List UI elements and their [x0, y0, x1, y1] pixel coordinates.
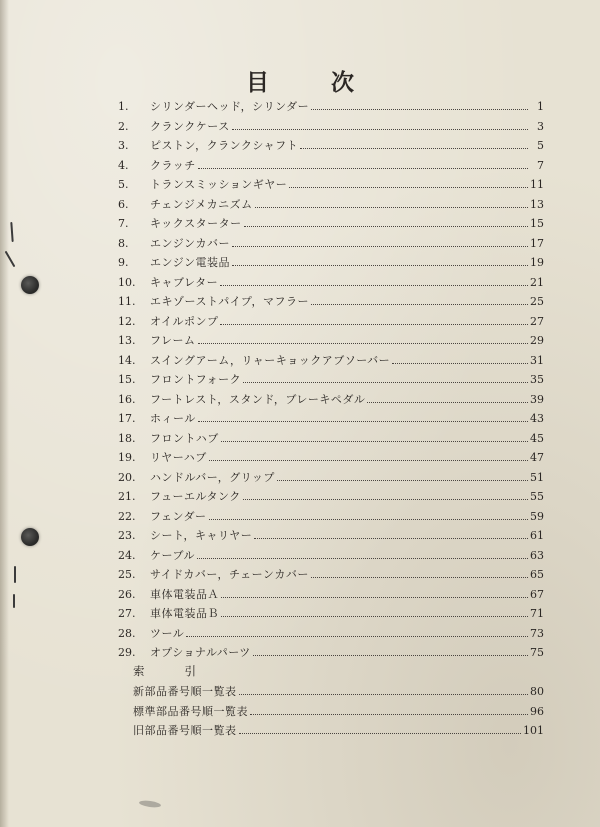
toc-entry-label: オイルポンプ — [150, 314, 219, 328]
toc-entry-page: 13 — [530, 197, 544, 211]
smudge-mark — [139, 799, 162, 808]
toc-entry-page: 21 — [530, 275, 544, 289]
toc-entry-page: 11 — [530, 178, 544, 191]
toc-entry — [118, 312, 544, 332]
toc-entry-label: オプショナルパーツ — [150, 646, 251, 659]
dot-leader — [221, 616, 528, 617]
index-list — [133, 682, 544, 741]
toc-entry — [118, 585, 544, 605]
toc-entry-page: 73 — [530, 626, 544, 640]
toc-entry-label: スイングアーム，リャーキョックアブソーバー — [150, 353, 391, 367]
dot-leader — [243, 382, 528, 383]
toc-entry-label: フレーム — [150, 334, 196, 347]
toc-entry — [118, 546, 544, 566]
toc-entry — [118, 117, 544, 137]
toc-entry — [118, 253, 544, 273]
toc-entry-label: フューエルタンク — [150, 490, 241, 503]
toc-entry-page: 75 — [530, 646, 544, 659]
toc-entry — [118, 97, 544, 117]
toc-entry-number: 13. — [118, 334, 136, 347]
index-heading-second: 引 — [184, 664, 196, 678]
dot-leader — [289, 187, 528, 188]
toc-entry-label: フェンダー — [150, 509, 207, 523]
dot-leader — [253, 655, 528, 656]
toc-entry-page: 59 — [530, 509, 544, 523]
punch-hole — [21, 528, 39, 546]
toc-entry-page: 1 — [537, 100, 544, 113]
dot-leader — [239, 733, 522, 734]
toc-entry-number: 27. — [118, 607, 136, 620]
toc-entry — [118, 234, 544, 254]
dot-leader — [198, 343, 528, 344]
toc-entry-label: フロントフォーク — [150, 373, 242, 386]
dot-leader — [197, 558, 528, 559]
dot-leader — [198, 421, 528, 422]
toc-entry-label: サイドカバー，チェーンカバー — [150, 568, 309, 581]
toc-entry — [118, 507, 544, 527]
toc-entry-label: シリンダーヘッド，シリンダー — [150, 100, 310, 113]
title-first-char: 目 — [246, 69, 269, 96]
dot-leader — [311, 109, 528, 110]
toc-entry-number: 8. — [118, 236, 129, 250]
binding-mark — [14, 566, 16, 583]
toc-entry-page: 61 — [530, 529, 544, 542]
toc-entry-label: ピストン，クランクシャフト — [150, 139, 299, 152]
toc-entry-page: 65 — [530, 568, 544, 581]
toc-entry — [118, 175, 544, 195]
toc-entry-label: クランクケース — [150, 119, 230, 133]
toc-entry-number: 5. — [118, 178, 129, 191]
toc-entry-page: 35 — [530, 373, 544, 386]
toc-entry-label: ハンドルバー，グリップ — [150, 470, 275, 484]
toc-entry-number: 4. — [118, 158, 129, 172]
toc-entry-number: 3. — [118, 139, 129, 152]
index-entry-label: 旧部品番号順一覧表 — [133, 724, 237, 737]
binding-mark — [10, 222, 13, 242]
dot-leader — [209, 460, 528, 461]
toc-entry-label: エンジンカバー — [150, 236, 230, 250]
toc-entry-page: 71 — [530, 607, 544, 620]
toc-entry — [118, 643, 544, 663]
toc-entry-page: 19 — [530, 256, 544, 269]
punch-hole — [21, 276, 39, 294]
dot-leader — [186, 636, 528, 637]
toc-entry-number: 1. — [118, 100, 129, 113]
toc-entry-page: 63 — [530, 548, 544, 562]
toc-entry-page: 29 — [530, 334, 544, 347]
toc-entry-number: 11. — [118, 295, 136, 308]
toc-entry-label: トランスミッションギヤー — [150, 178, 288, 191]
toc-entry-number: 9. — [118, 256, 129, 269]
toc-entry-label: ホィール — [150, 412, 196, 425]
dot-leader — [255, 207, 528, 208]
toc-entry — [118, 604, 544, 624]
toc-entry-page: 55 — [530, 490, 544, 503]
dot-leader — [239, 694, 529, 695]
index-entry-page: 96 — [530, 704, 544, 718]
dot-leader — [198, 168, 528, 169]
page-edge-shadow — [0, 0, 9, 827]
toc-entry — [118, 429, 544, 449]
toc-entry-label: フートレスト，スタンド，ブレーキペダル — [150, 392, 366, 406]
toc-entry — [118, 136, 544, 156]
toc-entry-number: 12. — [118, 314, 136, 328]
toc-entry-page: 47 — [530, 451, 544, 464]
dot-leader — [221, 597, 528, 598]
toc-entry-page: 7 — [537, 158, 544, 172]
toc-entry — [118, 487, 544, 507]
dot-leader — [220, 324, 528, 325]
toc-entry-label: エンジン電装品 — [150, 256, 230, 269]
toc-entry — [118, 448, 544, 468]
toc-entry-number: 29. — [118, 646, 136, 659]
dot-leader — [221, 441, 528, 442]
toc-entry-page: 67 — [530, 587, 544, 601]
toc-entry-number: 16. — [118, 392, 136, 406]
index-entry-label: 新部品番号順一覧表 — [133, 685, 237, 698]
toc-entry-number: 24. — [118, 548, 136, 562]
toc-entry — [118, 351, 544, 371]
toc-entry-number: 21. — [118, 490, 136, 503]
index-entry-page: 80 — [530, 685, 544, 698]
toc-entry-label: ツール — [150, 626, 185, 640]
index-entry — [133, 721, 544, 741]
toc-entry — [118, 526, 544, 546]
toc-entry — [118, 468, 544, 488]
dot-leader — [244, 226, 528, 227]
dot-leader — [220, 285, 528, 286]
toc-entry-number: 22. — [118, 509, 136, 523]
dot-leader — [311, 304, 528, 305]
page-title — [0, 64, 600, 97]
toc-entry-page: 51 — [530, 470, 544, 484]
dot-leader — [232, 246, 528, 247]
toc-entry — [118, 624, 544, 644]
dot-leader — [250, 714, 528, 715]
dot-leader — [232, 265, 528, 266]
toc-entry-label: リヤーハブ — [150, 451, 207, 464]
dot-leader — [311, 577, 528, 578]
toc-entry-label: 車体電装品Ｂ — [150, 607, 219, 620]
index-entry-page: 101 — [523, 724, 544, 737]
toc-entry-number: 15. — [118, 373, 136, 386]
dot-leader — [209, 519, 528, 520]
toc-entry-page: 27 — [530, 314, 544, 328]
toc-entry-label: 車体電装品Ａ — [150, 587, 219, 601]
toc-entry-number: 28. — [118, 626, 136, 640]
toc-entry — [118, 409, 544, 429]
toc-entry-number: 14. — [118, 353, 136, 367]
toc-entry — [118, 156, 544, 176]
toc-entry-number: 6. — [118, 197, 129, 211]
toc-entry-number: 26. — [118, 587, 136, 601]
toc-entry-number: 25. — [118, 568, 136, 581]
index-heading-first: 索 — [133, 664, 145, 678]
index-entry — [133, 702, 544, 722]
toc-entry-page: 25 — [530, 295, 544, 308]
toc-entry-label: キックスターター — [150, 217, 242, 230]
toc-entry-label: クラッチ — [150, 158, 196, 172]
toc-entry — [118, 565, 544, 585]
dot-leader — [232, 129, 528, 130]
toc-entry-number: 19. — [118, 451, 136, 464]
toc-entry-number: 7. — [118, 217, 129, 230]
toc-entry-label: キャブレター — [150, 275, 219, 289]
toc-entry — [118, 370, 544, 390]
title-second-char: 次 — [331, 69, 354, 96]
toc-entry — [118, 273, 544, 293]
toc-entry-number: 23. — [118, 529, 136, 542]
toc-entry-label: フロントハブ — [150, 431, 219, 445]
binding-mark — [13, 594, 15, 608]
toc-entry-page: 39 — [530, 392, 544, 406]
table-of-contents — [118, 97, 544, 663]
dot-leader — [277, 480, 528, 481]
toc-entry — [118, 292, 544, 312]
index-heading — [133, 663, 196, 679]
dot-leader — [367, 402, 528, 403]
toc-entry — [118, 331, 544, 351]
toc-entry — [118, 214, 544, 234]
toc-entry — [118, 195, 544, 215]
toc-entry-page: 3 — [537, 119, 544, 133]
dot-leader — [392, 363, 528, 364]
toc-entry-label: エキゾーストパイプ，マフラー — [150, 295, 310, 308]
toc-entry-number: 18. — [118, 431, 136, 445]
toc-entry-page: 43 — [530, 412, 544, 425]
dot-leader — [243, 499, 528, 500]
toc-entry-number: 10. — [118, 275, 136, 289]
toc-entry-label: チェンジメカニズム — [150, 197, 253, 211]
toc-entry-label: ケーブル — [150, 548, 196, 562]
toc-entry-number: 17. — [118, 412, 136, 425]
dot-leader — [254, 538, 528, 539]
toc-entry-number: 2. — [118, 119, 129, 133]
index-entry-label: 標準部品番号順一覧表 — [133, 704, 248, 718]
toc-entry-page: 31 — [530, 353, 544, 367]
dot-leader — [300, 148, 528, 149]
toc-entry-label: シート，キャリヤー — [150, 529, 253, 542]
toc-entry-page: 15 — [530, 217, 544, 230]
toc-entry-number: 20. — [118, 470, 136, 484]
index-entry — [133, 682, 544, 702]
toc-entry — [118, 390, 544, 410]
toc-entry-page: 5 — [537, 139, 544, 152]
toc-entry-page: 17 — [530, 236, 544, 250]
toc-entry-page: 45 — [530, 431, 544, 445]
